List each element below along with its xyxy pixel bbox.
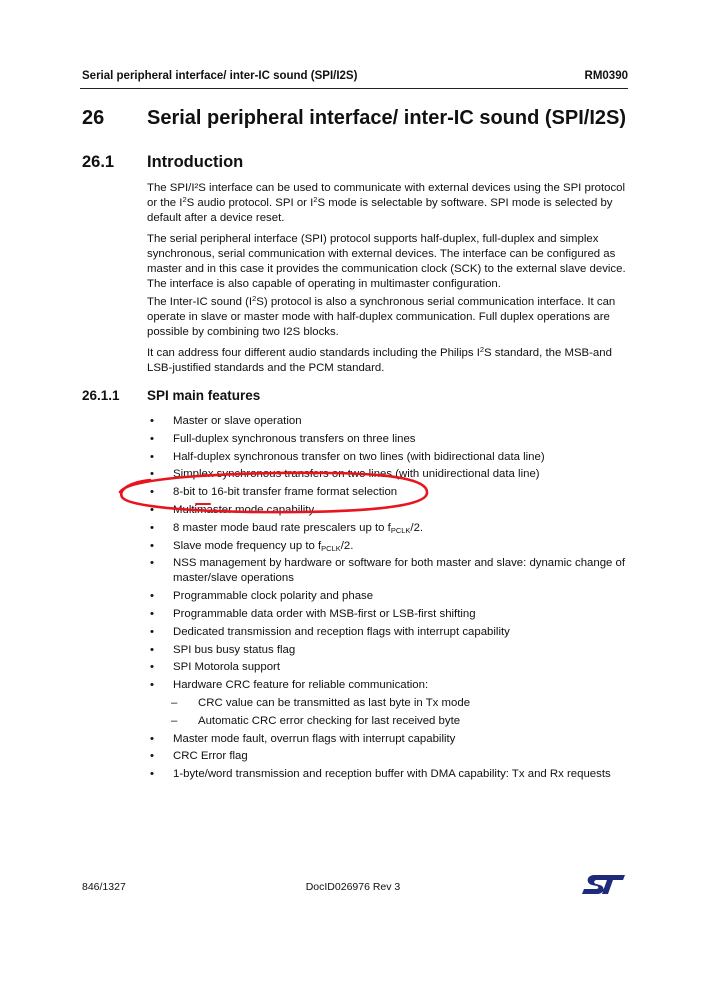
subsection-title: SPI main features xyxy=(147,388,261,403)
list-item: • CRC Error flag xyxy=(150,750,248,763)
doc-id: DocID026976 Rev 3 xyxy=(305,881,401,893)
intro-paragraph-1: The SPI/I²S interface can be used to communicate with external devices using the SPI protocol or the $I^2S$ audio protocol. SPI or $I^2S$ mode is selectable by software. SPI mode is selected by default after a device reset. xyxy=(147,182,626,224)
feature-list xyxy=(147,414,637,785)
list-item: • 1-byte/word transmission and reception buffer with DMA capability: Tx and Rx requests xyxy=(150,768,611,781)
list-item: • SPI bus busy status flag xyxy=(150,643,296,656)
list-item: • Slave mode frequency up to $f_{PCLK}/2$. xyxy=(150,539,354,553)
list-item: • SPI Motorola support xyxy=(150,661,280,674)
list-item: • Master mode fault, overrun flags with interrupt capability xyxy=(150,732,456,745)
header-rule xyxy=(80,88,628,89)
section-number: 26.1 xyxy=(82,153,115,171)
list-item: • Half-duplex synchronous transfer on two lines (with bidirectional data line) xyxy=(150,450,545,463)
running-header-title: Serial peripheral interface/ inter-IC sound (SPI/I2S) xyxy=(82,70,358,82)
st-logo-icon xyxy=(580,873,626,897)
intro-paragraph-4: It can address four different audio standards including the Philips $I^2S$ standard, the MSB-and LSB-justified standards and the PCM standard. xyxy=(147,345,612,374)
list-item: • Multimaster mode capability xyxy=(150,503,315,516)
list-item-highlighted: • 8-bit to 16-bit transfer frame format selection xyxy=(150,486,398,499)
list-item: • Programmable clock polarity and phase xyxy=(150,590,374,603)
list-item: • Hardware CRC feature for reliable communication: xyxy=(150,679,429,692)
chapter-number: 26 xyxy=(82,107,105,129)
list-item: • Dedicated transmission and reception flags with interrupt capability xyxy=(150,625,510,638)
list-item: • NSS management by hardware or software for both master and slave: dynamic change of master/slave operations xyxy=(150,557,626,585)
chapter-title: Serial peripheral interface/ inter-IC sound (SPI/I2S) xyxy=(147,107,627,129)
st-logo-mark xyxy=(582,875,625,894)
sub-list-item: – Automatic CRC error checking for last received byte xyxy=(171,714,461,727)
sub-list-item: – CRC value can be transmitted as last byte in Tx mode xyxy=(171,696,471,709)
subsection-number: 26.1.1 xyxy=(82,388,120,403)
section-title: Introduction xyxy=(147,153,244,171)
intro-paragraph-3: The Inter-IC sound $(I^2S)$ protocol is also a synchronous serial communication interface. It can operate in slave or master mode with half-duplex communication. Full duplex operations are possible by combining two I2S blocks. xyxy=(147,294,616,338)
list-item: • Full-duplex synchronous transfers on three lines xyxy=(150,432,416,445)
list-item: • Master or slave operation xyxy=(150,415,302,427)
list-item: • Simplex synchronous transfers on two lines (with unidirectional data line) xyxy=(150,468,540,481)
list-item: • 8 master mode baud rate prescalers up to $f_{PCLK}/2$. xyxy=(150,521,424,535)
page-number: 846/1327 xyxy=(82,881,126,893)
running-header-doc-code: RM0390 xyxy=(584,70,628,82)
intro-paragraph-2: The serial peripheral interface (SPI) protocol supports half-duplex, full-duplex and simplex synchronous, serial communication with external devices. The interface can be configured as master and in this case it provides the communication clock (SCK) to the external slave device. The interface is also capable of operating in multimaster configuration. xyxy=(147,233,626,290)
list-item: • Programmable data order with MSB-first or LSB-first shifting xyxy=(150,607,476,620)
